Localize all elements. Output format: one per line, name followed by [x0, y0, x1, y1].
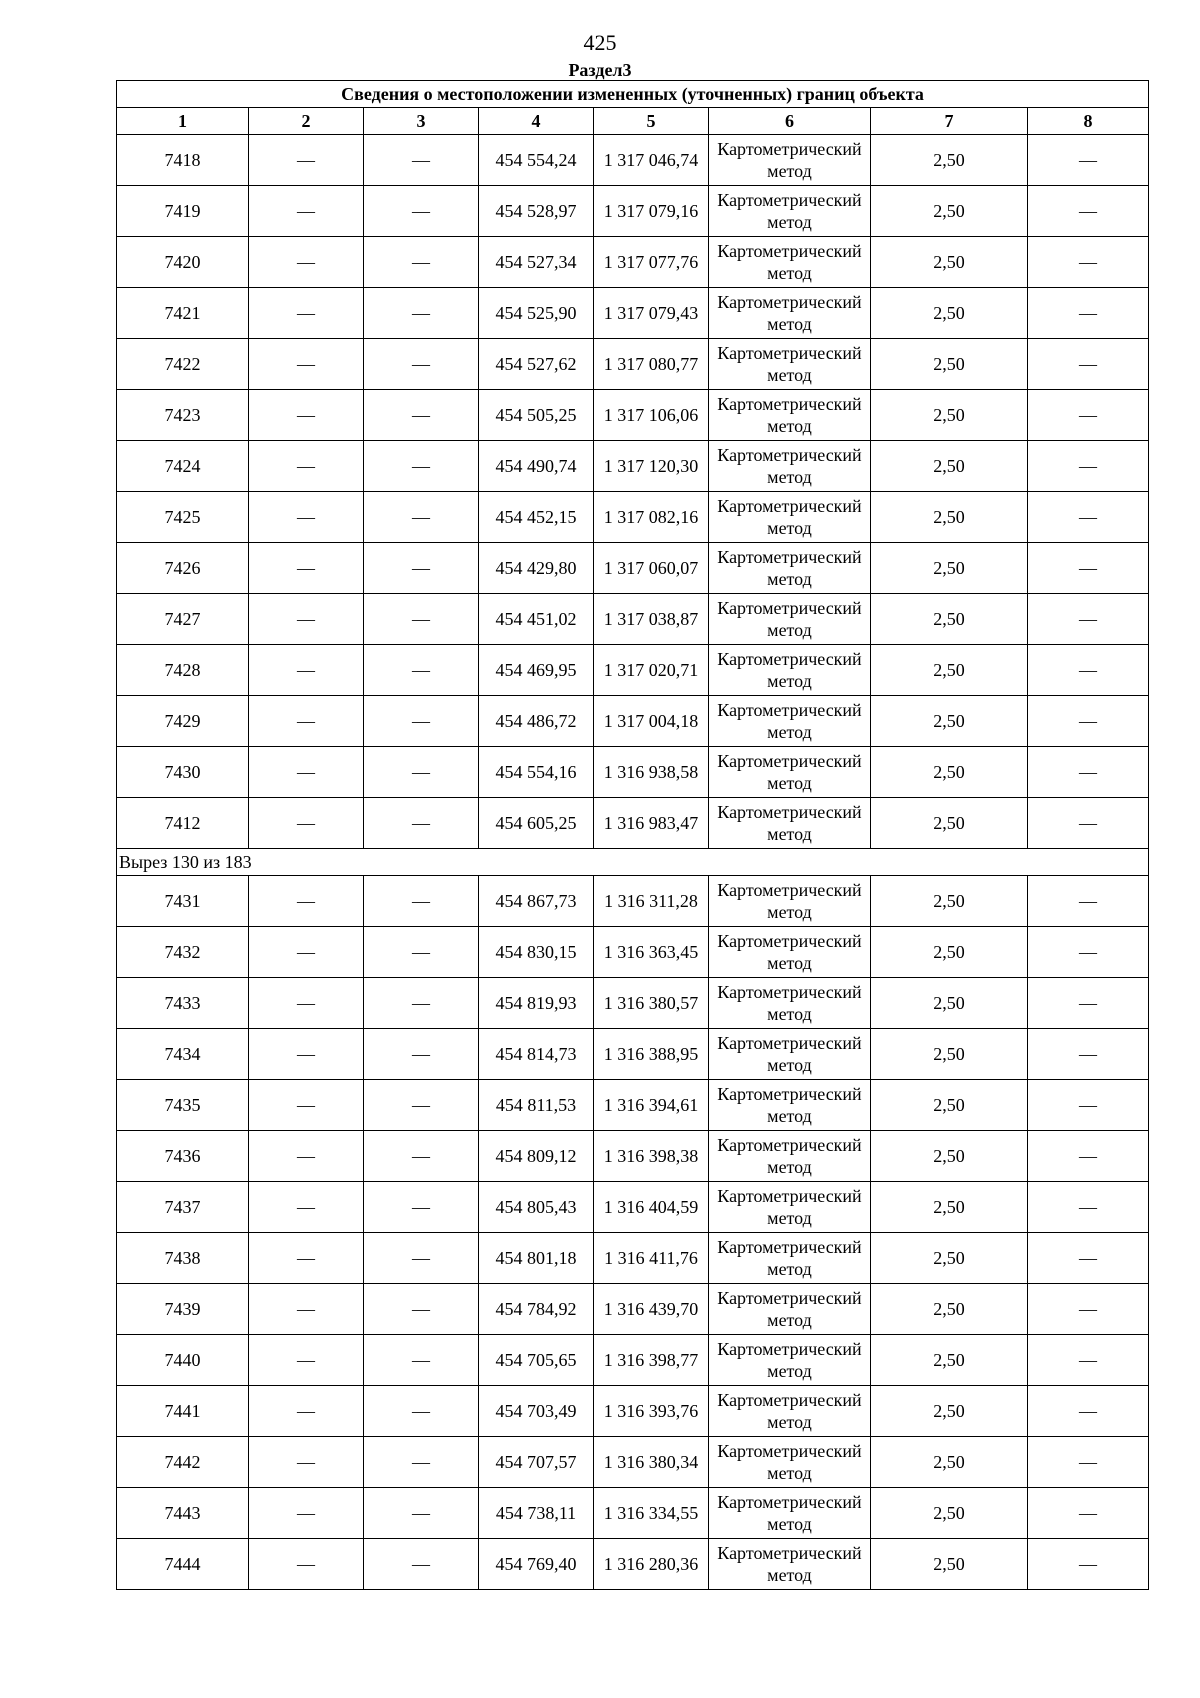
coord-x: 454 469,95: [479, 645, 594, 696]
precision: 2,50: [871, 1488, 1028, 1539]
precision: 2,50: [871, 978, 1028, 1029]
point-number: 7441: [117, 1386, 249, 1437]
point-number: 7418: [117, 135, 249, 186]
point-number: 7420: [117, 237, 249, 288]
point-number: 7427: [117, 594, 249, 645]
coord-y: 1 316 938,58: [594, 747, 709, 798]
cell-col8: —: [1028, 1029, 1149, 1080]
point-number: 7434: [117, 1029, 249, 1080]
cell-col2: —: [249, 978, 364, 1029]
precision: 2,50: [871, 237, 1028, 288]
coord-x: 454 805,43: [479, 1182, 594, 1233]
column-header: 2: [249, 108, 364, 135]
method: Картометрический метод: [709, 186, 871, 237]
table-row: [117, 237, 1149, 288]
cell-col8: —: [1028, 135, 1149, 186]
precision: 2,50: [871, 1233, 1028, 1284]
precision: 2,50: [871, 288, 1028, 339]
precision: 2,50: [871, 1437, 1028, 1488]
cell-col8: —: [1028, 288, 1149, 339]
method: Картометрический метод: [709, 876, 871, 927]
coord-x: 454 705,65: [479, 1335, 594, 1386]
coord-y: 1 316 388,95: [594, 1029, 709, 1080]
cell-col2: —: [249, 492, 364, 543]
coord-y: 1 317 046,74: [594, 135, 709, 186]
precision: 2,50: [871, 390, 1028, 441]
point-number: 7423: [117, 390, 249, 441]
point-number: 7440: [117, 1335, 249, 1386]
method: Картометрический метод: [709, 1080, 871, 1131]
cell-col3: —: [364, 1335, 479, 1386]
cell-col3: —: [364, 876, 479, 927]
cell-col3: —: [364, 135, 479, 186]
table-row: [117, 1284, 1149, 1335]
cell-col8: —: [1028, 186, 1149, 237]
table-row: [117, 1437, 1149, 1488]
cell-col8: —: [1028, 1488, 1149, 1539]
coord-y: 1 317 106,06: [594, 390, 709, 441]
coord-y: 1 317 004,18: [594, 696, 709, 747]
cell-col3: —: [364, 441, 479, 492]
coord-x: 454 528,97: [479, 186, 594, 237]
cell-col8: —: [1028, 978, 1149, 1029]
precision: 2,50: [871, 798, 1028, 849]
cell-col3: —: [364, 1131, 479, 1182]
cell-col2: —: [249, 1182, 364, 1233]
point-number: 7432: [117, 927, 249, 978]
cell-col2: —: [249, 747, 364, 798]
coord-y: 1 317 060,07: [594, 543, 709, 594]
coord-x: 454 554,16: [479, 747, 594, 798]
point-number: 7439: [117, 1284, 249, 1335]
column-header: 7: [871, 108, 1028, 135]
method: Картометрический метод: [709, 492, 871, 543]
column-header: 3: [364, 108, 479, 135]
method: Картометрический метод: [709, 696, 871, 747]
cell-col8: —: [1028, 594, 1149, 645]
cell-col8: —: [1028, 1335, 1149, 1386]
cell-col2: —: [249, 1131, 364, 1182]
table-row: [117, 1080, 1149, 1131]
coord-y: 1 317 079,16: [594, 186, 709, 237]
table-caption: Сведения о местоположении измененных (уточненных) границ объекта: [117, 81, 1149, 108]
method: Картометрический метод: [709, 237, 871, 288]
coord-y: 1 316 983,47: [594, 798, 709, 849]
cell-col2: —: [249, 1233, 364, 1284]
precision: 2,50: [871, 1182, 1028, 1233]
point-number: 7428: [117, 645, 249, 696]
cell-col2: —: [249, 237, 364, 288]
method: Картометрический метод: [709, 1386, 871, 1437]
coord-y: 1 316 394,61: [594, 1080, 709, 1131]
cell-col3: —: [364, 978, 479, 1029]
cell-col8: —: [1028, 1131, 1149, 1182]
point-number: 7422: [117, 339, 249, 390]
cell-col8: —: [1028, 1284, 1149, 1335]
cell-col3: —: [364, 390, 479, 441]
point-number: 7442: [117, 1437, 249, 1488]
cell-col8: —: [1028, 1233, 1149, 1284]
coord-y: 1 317 077,76: [594, 237, 709, 288]
coord-x: 454 809,12: [479, 1131, 594, 1182]
coord-y: 1 316 380,34: [594, 1437, 709, 1488]
method: Картометрический метод: [709, 747, 871, 798]
precision: 2,50: [871, 186, 1028, 237]
method: Картометрический метод: [709, 978, 871, 1029]
precision: 2,50: [871, 1131, 1028, 1182]
table-row: [117, 927, 1149, 978]
cell-col3: —: [364, 645, 479, 696]
cell-col2: —: [249, 1335, 364, 1386]
cell-col3: —: [364, 594, 479, 645]
boundary-table: [116, 80, 1149, 1590]
cell-col3: —: [364, 339, 479, 390]
cell-col8: —: [1028, 492, 1149, 543]
coord-x: 454 867,73: [479, 876, 594, 927]
coord-y: 1 316 398,77: [594, 1335, 709, 1386]
precision: 2,50: [871, 492, 1028, 543]
cell-col2: —: [249, 1437, 364, 1488]
cell-col8: —: [1028, 927, 1149, 978]
precision: 2,50: [871, 1539, 1028, 1590]
table-row: [117, 645, 1149, 696]
coord-x: 454 814,73: [479, 1029, 594, 1080]
cell-col2: —: [249, 288, 364, 339]
precision: 2,50: [871, 876, 1028, 927]
coord-x: 454 830,15: [479, 927, 594, 978]
column-header: 4: [479, 108, 594, 135]
point-number: 7421: [117, 288, 249, 339]
coord-y: 1 316 398,38: [594, 1131, 709, 1182]
page-number: 425: [583, 30, 617, 55]
table-row: [117, 1335, 1149, 1386]
cell-col8: —: [1028, 1182, 1149, 1233]
point-number: 7412: [117, 798, 249, 849]
cell-col8: —: [1028, 1539, 1149, 1590]
precision: 2,50: [871, 339, 1028, 390]
cell-col8: —: [1028, 645, 1149, 696]
coord-x: 454 452,15: [479, 492, 594, 543]
method: Картометрический метод: [709, 1539, 871, 1590]
cell-col3: —: [364, 747, 479, 798]
cell-col2: —: [249, 927, 364, 978]
precision: 2,50: [871, 1284, 1028, 1335]
point-number: 7426: [117, 543, 249, 594]
table-row: [117, 594, 1149, 645]
point-number: 7419: [117, 186, 249, 237]
cell-col2: —: [249, 135, 364, 186]
point-number: 7433: [117, 978, 249, 1029]
cell-col3: —: [364, 1284, 479, 1335]
cell-col8: —: [1028, 1080, 1149, 1131]
cell-col2: —: [249, 441, 364, 492]
precision: 2,50: [871, 1386, 1028, 1437]
precision: 2,50: [871, 696, 1028, 747]
cell-col8: —: [1028, 543, 1149, 594]
coord-y: 1 317 038,87: [594, 594, 709, 645]
coord-x: 454 554,24: [479, 135, 594, 186]
table-row: [117, 1233, 1149, 1284]
cell-col3: —: [364, 1233, 479, 1284]
point-number: 7429: [117, 696, 249, 747]
point-number: 7425: [117, 492, 249, 543]
cell-col8: —: [1028, 876, 1149, 927]
cell-col2: —: [249, 798, 364, 849]
precision: 2,50: [871, 594, 1028, 645]
section-title: Раздел3: [568, 60, 632, 80]
cell-col3: —: [364, 186, 479, 237]
method: Картометрический метод: [709, 1488, 871, 1539]
precision: 2,50: [871, 1029, 1028, 1080]
cell-col2: —: [249, 696, 364, 747]
coord-y: 1 316 404,59: [594, 1182, 709, 1233]
precision: 2,50: [871, 747, 1028, 798]
coord-x: 454 811,53: [479, 1080, 594, 1131]
method: Картометрический метод: [709, 594, 871, 645]
method: Картометрический метод: [709, 645, 871, 696]
cell-col8: —: [1028, 696, 1149, 747]
coord-y: 1 316 380,57: [594, 978, 709, 1029]
point-number: 7438: [117, 1233, 249, 1284]
method: Картометрический метод: [709, 135, 871, 186]
table-row: [117, 1131, 1149, 1182]
cell-col8: —: [1028, 747, 1149, 798]
method: Картометрический метод: [709, 1233, 871, 1284]
coord-y: 1 317 082,16: [594, 492, 709, 543]
cell-col8: —: [1028, 390, 1149, 441]
table-row: [117, 186, 1149, 237]
cell-col8: —: [1028, 798, 1149, 849]
cell-col2: —: [249, 1386, 364, 1437]
cell-col3: —: [364, 543, 479, 594]
table-row: [117, 1029, 1149, 1080]
table-row: [117, 876, 1149, 927]
precision: 2,50: [871, 927, 1028, 978]
column-header: 1: [117, 108, 249, 135]
contour-divider-row: [117, 849, 1149, 876]
coord-y: 1 317 079,43: [594, 288, 709, 339]
coord-y: 1 317 020,71: [594, 645, 709, 696]
cell-col2: —: [249, 186, 364, 237]
precision: 2,50: [871, 645, 1028, 696]
coord-y: 1 316 334,55: [594, 1488, 709, 1539]
coord-x: 454 527,34: [479, 237, 594, 288]
cell-col2: —: [249, 594, 364, 645]
table-row: [117, 390, 1149, 441]
precision: 2,50: [871, 441, 1028, 492]
table-row: [117, 1182, 1149, 1233]
method: Картометрический метод: [709, 543, 871, 594]
precision: 2,50: [871, 1335, 1028, 1386]
point-number: 7443: [117, 1488, 249, 1539]
method: Картометрический метод: [709, 1437, 871, 1488]
cell-col3: —: [364, 237, 479, 288]
method: Картометрический метод: [709, 1182, 871, 1233]
table-row: [117, 696, 1149, 747]
coord-x: 454 527,62: [479, 339, 594, 390]
table-row: [117, 1488, 1149, 1539]
coord-x: 454 486,72: [479, 696, 594, 747]
point-number: 7435: [117, 1080, 249, 1131]
method: Картометрический метод: [709, 1284, 871, 1335]
coord-x: 454 738,11: [479, 1488, 594, 1539]
coord-y: 1 316 280,36: [594, 1539, 709, 1590]
coord-y: 1 316 411,76: [594, 1233, 709, 1284]
coord-x: 454 769,40: [479, 1539, 594, 1590]
method: Картометрический метод: [709, 798, 871, 849]
cell-col3: —: [364, 696, 479, 747]
coord-x: 454 784,92: [479, 1284, 594, 1335]
coord-x: 454 505,25: [479, 390, 594, 441]
method: Картометрический метод: [709, 927, 871, 978]
table-row: [117, 492, 1149, 543]
column-header: 6: [709, 108, 871, 135]
cell-col2: —: [249, 390, 364, 441]
cell-col2: —: [249, 1488, 364, 1539]
cell-col3: —: [364, 927, 479, 978]
point-number: 7444: [117, 1539, 249, 1590]
cell-col2: —: [249, 1080, 364, 1131]
coord-y: 1 316 363,45: [594, 927, 709, 978]
cell-col3: —: [364, 1437, 479, 1488]
cell-col3: —: [364, 1029, 479, 1080]
table-row: [117, 1386, 1149, 1437]
cell-col3: —: [364, 1182, 479, 1233]
cell-col3: —: [364, 1539, 479, 1590]
coord-x: 454 703,49: [479, 1386, 594, 1437]
cell-col3: —: [364, 1488, 479, 1539]
coord-x: 454 525,90: [479, 288, 594, 339]
point-number: 7430: [117, 747, 249, 798]
table-body: [117, 135, 1149, 1590]
method: Картометрический метод: [709, 339, 871, 390]
point-number: 7436: [117, 1131, 249, 1182]
precision: 2,50: [871, 1080, 1028, 1131]
coord-x: 454 707,57: [479, 1437, 594, 1488]
cell-col2: —: [249, 876, 364, 927]
cell-col8: —: [1028, 237, 1149, 288]
column-header: 5: [594, 108, 709, 135]
cell-col3: —: [364, 492, 479, 543]
coord-y: 1 317 120,30: [594, 441, 709, 492]
cell-col2: —: [249, 339, 364, 390]
cell-col8: —: [1028, 339, 1149, 390]
table-row: [117, 747, 1149, 798]
table-row: [117, 798, 1149, 849]
table-row: [117, 978, 1149, 1029]
cell-col8: —: [1028, 1437, 1149, 1488]
method: Картометрический метод: [709, 390, 871, 441]
precision: 2,50: [871, 543, 1028, 594]
method: Картометрический метод: [709, 1029, 871, 1080]
cell-col3: —: [364, 1080, 479, 1131]
table-row: [117, 135, 1149, 186]
column-header: 8: [1028, 108, 1149, 135]
coord-x: 454 801,18: [479, 1233, 594, 1284]
cell-col8: —: [1028, 441, 1149, 492]
table-row: [117, 543, 1149, 594]
cell-col8: —: [1028, 1386, 1149, 1437]
contour-label: Вырез 130 из 183: [117, 849, 1149, 876]
cell-col3: —: [364, 288, 479, 339]
point-number: 7424: [117, 441, 249, 492]
cell-col3: —: [364, 1386, 479, 1437]
table-row: [117, 339, 1149, 390]
cell-col3: —: [364, 798, 479, 849]
point-number: 7431: [117, 876, 249, 927]
precision: 2,50: [871, 135, 1028, 186]
coord-y: 1 316 311,28: [594, 876, 709, 927]
coord-x: 454 819,93: [479, 978, 594, 1029]
cell-col2: —: [249, 1284, 364, 1335]
method: Картометрический метод: [709, 441, 871, 492]
table-row: [117, 441, 1149, 492]
coord-x: 454 605,25: [479, 798, 594, 849]
cell-col2: —: [249, 645, 364, 696]
coord-x: 454 429,80: [479, 543, 594, 594]
column-number-row: [117, 108, 1149, 135]
coord-x: 454 490,74: [479, 441, 594, 492]
cell-col2: —: [249, 543, 364, 594]
method: Картометрический метод: [709, 1131, 871, 1182]
cell-col2: —: [249, 1539, 364, 1590]
coord-y: 1 316 439,70: [594, 1284, 709, 1335]
table-row: [117, 1539, 1149, 1590]
cell-col2: —: [249, 1029, 364, 1080]
table-row: [117, 288, 1149, 339]
coord-x: 454 451,02: [479, 594, 594, 645]
point-number: 7437: [117, 1182, 249, 1233]
coord-y: 1 316 393,76: [594, 1386, 709, 1437]
coord-y: 1 317 080,77: [594, 339, 709, 390]
method: Картометрический метод: [709, 288, 871, 339]
method: Картометрический метод: [709, 1335, 871, 1386]
